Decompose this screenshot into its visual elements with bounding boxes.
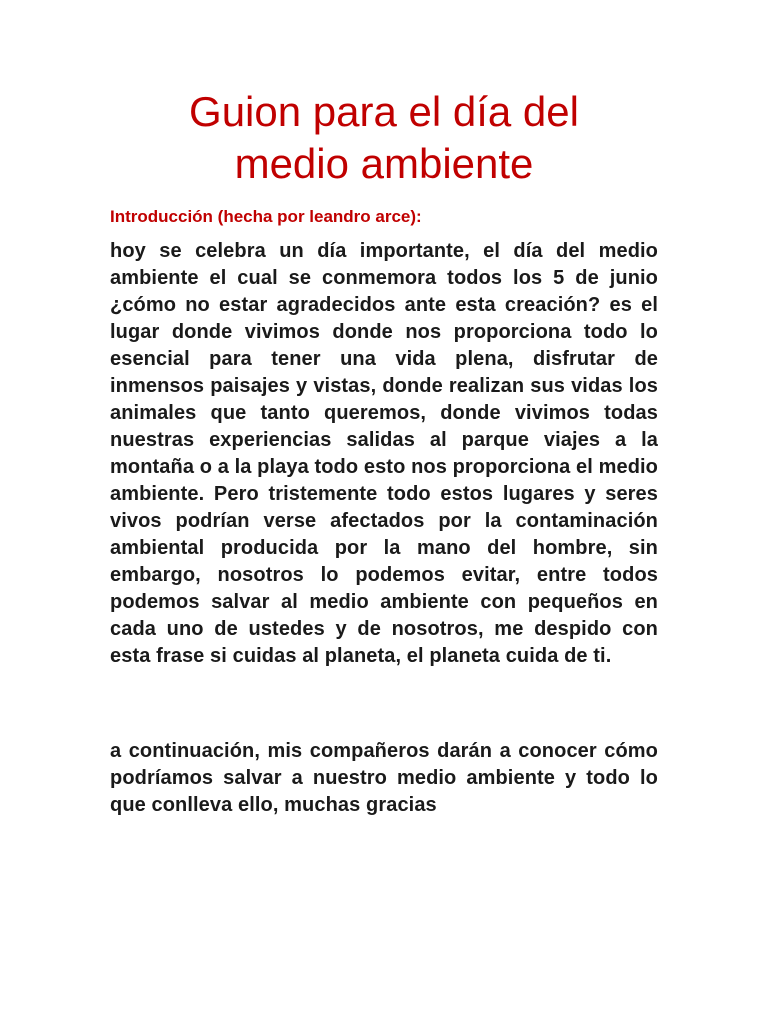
intro-heading: Introducción (hecha por leandro arce): xyxy=(110,207,422,226)
document-title xyxy=(60,86,708,190)
title-line-1: Guion para el día del xyxy=(189,88,579,135)
closing-paragraph: a continuación, mis compañeros darán a conocer cómo podríamos salvar a nuestro medio ambiente y todo lo que conlleva ello, muchas gracias xyxy=(110,740,658,816)
intro-paragraph: hoy se celebra un día importante, el día del medio ambiente el cual se conmemora todos los 5 de junio ¿cómo no estar agradecidos ante esta creación? es el lugar donde vivimos donde nos proporciona todo lo esencial para tener una vida plena, disfrutar de inmensos paisajes y vistas, donde realizan sus vidas los animales que tanto queremos, donde vivimos todas nuestras experiencias salidas al parque viajes a la montaña o a la playa todo esto nos proporciona el medio ambiente. Pero tristemente todo estos lugares y seres vivos podrían verse afectados por la contaminación ambiental producida por la mano del hombre, sin embargo, nosotros lo podemos evitar, entre todos podemos salvar al medio ambiente con pequeños en cada uno de ustedes y de nosotros, me despido con esta frase si cuidas al planeta, el planeta cuida de ti. xyxy=(110,240,658,667)
title-line-2: medio ambiente xyxy=(234,140,534,187)
